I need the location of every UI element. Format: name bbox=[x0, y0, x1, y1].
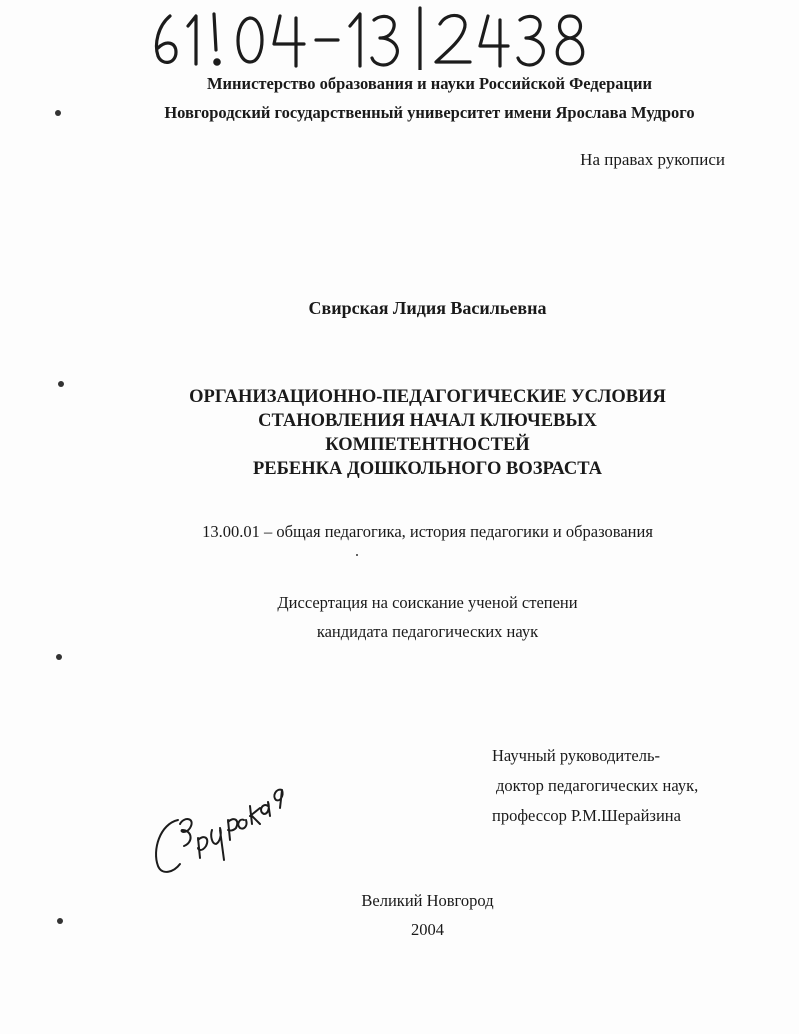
dissertation-title bbox=[28, 385, 799, 481]
author-signature bbox=[150, 780, 290, 880]
dissertation-statement: Диссертация на соискание ученой степени bbox=[277, 593, 578, 612]
title-line: КОМПЕТЕНТНОСТЕЙ bbox=[325, 435, 530, 455]
manuscript-rights-note: На правах рукописи bbox=[580, 150, 725, 169]
title-line: СТАНОВЛЕНИЯ НАЧАЛ КЛЮЧЕВЫХ bbox=[258, 411, 597, 431]
scan-mark bbox=[57, 918, 63, 924]
degree-statement: кандидата педагогических наук bbox=[316, 622, 539, 641]
title-line: РЕБЕНКА ДОШКОЛЬНОГО ВОЗРАСТА bbox=[253, 459, 602, 479]
ministry-heading: Министерство образования и науки Российской Федерации bbox=[206, 74, 653, 93]
supervisor-block bbox=[492, 741, 698, 831]
publication-city: Великий Новгород bbox=[361, 891, 494, 910]
supervisor-name: профессор Р.М.Шерайзина bbox=[492, 806, 681, 825]
scan-mark bbox=[356, 554, 358, 556]
title-line: ОРГАНИЗАЦИОННО-ПЕДАГОГИЧЕСКИЕ УСЛОВИЯ bbox=[189, 387, 666, 407]
university-heading: Новгородский государственный университет имени Ярослава Мудрого bbox=[164, 103, 695, 122]
supervisor-degree: доктор педагогических наук, bbox=[496, 776, 699, 795]
scan-mark bbox=[55, 110, 61, 116]
handwritten-archive-number bbox=[148, 4, 588, 70]
scan-mark bbox=[58, 381, 64, 387]
scan-mark bbox=[56, 654, 62, 660]
publication-year: 2004 bbox=[411, 920, 444, 939]
author-name: Свирская Лидия Васильевна bbox=[308, 298, 547, 318]
supervisor-role: Научный руководитель- bbox=[492, 746, 660, 765]
specialty-code: 13.00.01 – общая педагогика, история педагогики и образования bbox=[202, 522, 653, 541]
